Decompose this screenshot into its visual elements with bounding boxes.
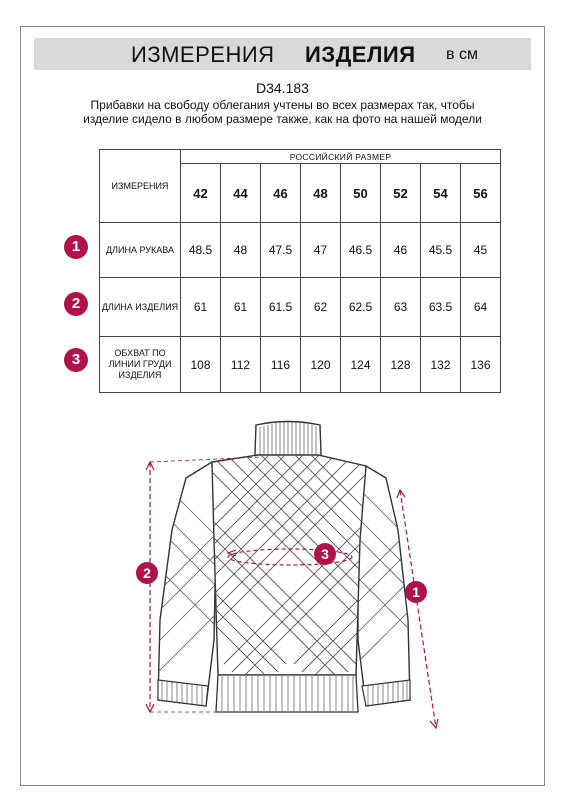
measure-header: ИЗМЕРЕНИЯ	[100, 150, 181, 223]
table-cell: 132	[421, 337, 461, 393]
size-header: 46	[261, 164, 301, 223]
size-header: 56	[461, 164, 501, 223]
table-cell: 61	[221, 278, 261, 337]
table-cell: 63	[381, 278, 421, 337]
table-cell: 46	[381, 223, 421, 278]
table-cell: 45	[461, 223, 501, 278]
row-label: ДЛИНА РУКАВА	[100, 223, 181, 278]
table-cell: 63.5	[421, 278, 461, 337]
size-header: 52	[381, 164, 421, 223]
table-cell: 48.5	[181, 223, 221, 278]
size-header: 50	[341, 164, 381, 223]
table-cell: 64	[461, 278, 501, 337]
table-cell: 128	[381, 337, 421, 393]
row-badge-chest: 3	[64, 348, 88, 372]
row-badge-sleeve: 1	[64, 235, 88, 259]
table-cell: 120	[301, 337, 341, 393]
russian-size-header: РОССИЙСКИЙ РАЗМЕР	[181, 150, 501, 164]
table-cell: 112	[221, 337, 261, 393]
table-cell: 45.5	[421, 223, 461, 278]
row-label: ОБХВАТ ПО ЛИНИИ ГРУДИ ИЗДЕЛИЯ	[100, 337, 181, 393]
table-cell: 61	[181, 278, 221, 337]
size-header: 44	[221, 164, 261, 223]
header-units: в см	[446, 46, 478, 63]
table-cell: 124	[341, 337, 381, 393]
table-cell: 47	[301, 223, 341, 278]
table-cell: 108	[181, 337, 221, 393]
table-cell: 136	[461, 337, 501, 393]
table-cell: 116	[261, 337, 301, 393]
table-cell: 47.5	[261, 223, 301, 278]
row-label: ДЛИНА ИЗДЕЛИЯ	[100, 278, 181, 337]
model-code: D34.183	[256, 80, 309, 96]
diagram-badge-length: 2	[136, 562, 158, 584]
header-measurements: ИЗМЕРЕНИЯ	[131, 42, 275, 67]
diagram-badge-chest: 3	[314, 543, 336, 565]
table-cell: 62.5	[341, 278, 381, 337]
table-cell: 48	[221, 223, 261, 278]
table-cell: 61.5	[261, 278, 301, 337]
size-header: 48	[301, 164, 341, 223]
size-header: 54	[421, 164, 461, 223]
diagram-badge-sleeve: 1	[405, 581, 427, 603]
row-badge-length: 2	[64, 292, 88, 316]
fit-note: Прибавки на свободу облегания учтены во всех размерах так, чтобы изделие сидело в любом размере также, как на фото на нашей модели	[83, 98, 482, 126]
header-garment: ИЗДЕЛИЯ	[305, 42, 416, 67]
table-cell: 62	[301, 278, 341, 337]
size-header: 42	[181, 164, 221, 223]
table-cell: 46.5	[341, 223, 381, 278]
